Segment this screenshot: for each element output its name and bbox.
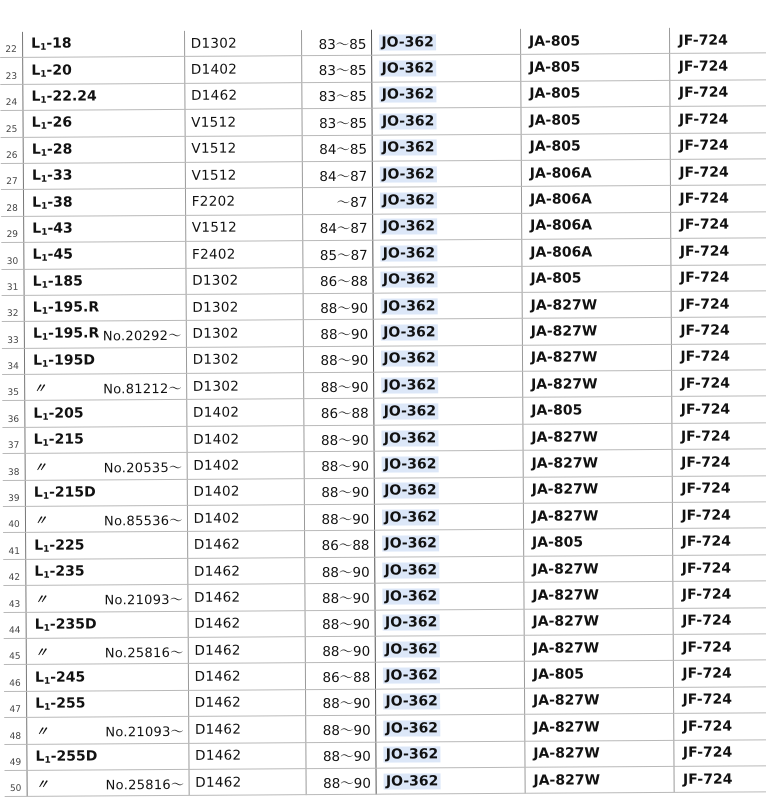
model-label: $L_1-225$ xyxy=(34,537,85,555)
model-cell xyxy=(23,110,185,137)
model-label: $L_1-255$ xyxy=(35,695,86,713)
engine-model: D1462 xyxy=(188,584,306,611)
air-filter-part: JA-806A xyxy=(522,212,672,239)
year-range: 88～90 xyxy=(305,583,375,610)
serial-number: No.21093～ xyxy=(105,725,185,741)
engine-model: D1462 xyxy=(188,610,306,637)
model-cell xyxy=(24,241,186,268)
serial-number: No.81212～ xyxy=(103,381,182,398)
row-number: 25 xyxy=(0,111,23,138)
row-number: 45 xyxy=(4,638,27,665)
year-range: 88～90 xyxy=(304,425,374,452)
oil-filter-part: JO-362 xyxy=(374,451,523,478)
oil-filter-part: JO-362 xyxy=(374,398,523,425)
engine-model: D1462 xyxy=(189,742,307,769)
model-cell xyxy=(25,453,187,480)
model-label: $L_1-245$ xyxy=(34,669,86,687)
oil-filter-part: JO-362 xyxy=(375,503,524,530)
fuel-filter-part: JF-724 xyxy=(672,291,766,318)
row-number: 22 xyxy=(0,32,23,58)
engine-model: F2202 xyxy=(185,188,303,215)
model-cell xyxy=(26,585,188,612)
engine-model: D1302 xyxy=(186,294,304,321)
air-filter-part: JA-827W xyxy=(525,714,675,741)
engine-model: D1462 xyxy=(188,637,306,664)
model-cell xyxy=(25,347,187,374)
year-range: 86～88 xyxy=(303,267,373,294)
engine-model: D1302 xyxy=(184,30,302,57)
row-number: 49 xyxy=(4,744,27,771)
row-number: 40 xyxy=(3,506,26,533)
oil-filter-part: JO-362 xyxy=(373,213,522,240)
air-filter-part: JA-805 xyxy=(522,265,672,292)
air-filter-part: JA-827W xyxy=(524,582,674,609)
air-filter-part: JA-827W xyxy=(522,344,672,371)
year-range: ～87 xyxy=(303,188,373,215)
fuel-filter-part: JF-724 xyxy=(672,317,766,344)
fuel-filter-part: JF-724 xyxy=(671,159,766,186)
row-number: 48 xyxy=(4,718,27,745)
row-number: 43 xyxy=(3,586,26,613)
air-filter-part: JA-805 xyxy=(523,397,673,424)
model-cell xyxy=(26,532,188,559)
serial-number: No.85536～ xyxy=(103,513,183,530)
row-number: 39 xyxy=(3,480,26,507)
engine-model: D1462 xyxy=(187,557,305,584)
engine-model: D1302 xyxy=(186,320,304,347)
year-range: 83～85 xyxy=(302,82,372,109)
air-filter-part: JA-805 xyxy=(521,80,671,107)
oil-filter-part: JO-362 xyxy=(376,741,525,768)
serial-number: No.21093～ xyxy=(104,593,184,609)
fuel-filter-part: JF-724 xyxy=(673,607,766,634)
model-cell xyxy=(23,31,185,58)
model-label: $L_1-195D$ xyxy=(33,352,95,370)
air-filter-part: JA-827W xyxy=(523,423,673,450)
year-range: 86～88 xyxy=(304,399,374,426)
oil-filter-part: JO-362 xyxy=(373,292,522,319)
model-cell xyxy=(27,717,189,744)
year-range: 86～88 xyxy=(305,531,375,558)
fuel-filter-part: JF-724 xyxy=(673,475,766,502)
air-filter-part: JA-805 xyxy=(521,107,671,134)
fuel-filter-part: JF-724 xyxy=(671,211,766,238)
model-label: $L_1-26$ xyxy=(31,114,73,133)
air-filter-part: JA-827W xyxy=(522,370,672,397)
model-cell xyxy=(23,162,185,189)
oil-filter-part: JO-362 xyxy=(373,239,522,266)
model-label: $L_1-195.R$ xyxy=(32,299,100,317)
year-range: 88～90 xyxy=(305,636,375,663)
oil-filter-part: JO-362 xyxy=(374,371,523,398)
oil-filter-part: JO-362 xyxy=(374,345,523,372)
fuel-filter-part: JF-724 xyxy=(674,634,766,661)
model-cell xyxy=(25,505,187,532)
oil-filter-part: JO-362 xyxy=(375,477,524,504)
year-range: 88～90 xyxy=(306,742,376,769)
oil-filter-part: JO-362 xyxy=(376,688,525,715)
engine-model: D1302 xyxy=(186,373,304,400)
engine-model: D1462 xyxy=(188,689,306,716)
fuel-filter-part: JF-724 xyxy=(672,422,766,449)
oil-filter-part: JO-362 xyxy=(373,266,522,293)
oil-filter-part: JO-362 xyxy=(375,583,524,610)
table-row xyxy=(5,766,766,797)
oil-filter-part: JO-362 xyxy=(372,29,521,56)
oil-filter-part: JO-362 xyxy=(376,662,525,689)
year-range: 83～85 xyxy=(302,108,372,135)
model-cell xyxy=(23,136,185,163)
year-range: 88～90 xyxy=(303,320,373,347)
ditto-mark: 〃 xyxy=(35,725,49,741)
fuel-filter-part: JF-724 xyxy=(670,27,766,54)
year-range: 88～90 xyxy=(304,346,374,373)
model-label: $L_1-215$ xyxy=(33,431,84,449)
air-filter-part: JA-827W xyxy=(525,740,675,767)
year-range: 84～87 xyxy=(303,214,373,241)
fuel-filter-part: JF-724 xyxy=(673,449,766,476)
row-number: 27 xyxy=(1,163,24,190)
engine-model: D1302 xyxy=(186,267,304,294)
engine-model: V1512 xyxy=(185,135,303,162)
air-filter-part: JA-827W xyxy=(523,476,673,503)
oil-filter-part: JO-362 xyxy=(375,530,524,557)
air-filter-part: JA-805 xyxy=(520,28,670,55)
year-range: 88～90 xyxy=(305,557,375,584)
model-cell xyxy=(26,664,188,691)
fuel-filter-part: JF-724 xyxy=(673,528,766,555)
engine-model: D1462 xyxy=(189,769,307,796)
fuel-filter-part: JF-724 xyxy=(670,79,766,106)
fuel-filter-part: JF-724 xyxy=(672,370,766,397)
fuel-filter-part: JF-724 xyxy=(674,660,766,687)
model-label: $L_1-195.R$ xyxy=(32,325,100,344)
air-filter-part: JA-806A xyxy=(521,159,671,186)
row-number: 33 xyxy=(2,322,25,349)
model-label: $L_1-38$ xyxy=(32,194,73,212)
year-range: 88～90 xyxy=(304,451,374,478)
fuel-filter-part: JF-724 xyxy=(674,713,766,740)
air-filter-part: JA-827W xyxy=(524,634,674,661)
year-range: 84～87 xyxy=(302,161,372,188)
fuel-filter-part: JF-724 xyxy=(673,581,766,608)
year-range: 84～85 xyxy=(302,135,372,162)
row-number: 31 xyxy=(1,269,24,296)
serial-number: No.20535～ xyxy=(103,461,183,477)
model-label: $L_1-215D$ xyxy=(33,484,96,502)
air-filter-part: JA-805 xyxy=(524,661,674,688)
oil-filter-part: JO-362 xyxy=(376,767,525,794)
row-number: 42 xyxy=(3,559,26,586)
oil-filter-part: JO-362 xyxy=(373,160,522,187)
fuel-filter-part: JF-724 xyxy=(671,185,766,212)
air-filter-part: JA-805 xyxy=(523,529,673,556)
fuel-filter-part: JF-724 xyxy=(673,554,766,581)
row-number: 41 xyxy=(3,533,26,560)
ditto-mark: 〃 xyxy=(34,593,48,609)
oil-filter-part: JO-362 xyxy=(372,134,521,161)
engine-model: F2402 xyxy=(185,241,303,268)
oil-filter-part: JO-362 xyxy=(376,635,525,662)
model-cell xyxy=(26,611,188,638)
model-cell xyxy=(27,690,189,717)
row-number: 47 xyxy=(4,691,27,718)
air-filter-part: JA-827W xyxy=(525,766,675,793)
engine-model: V1512 xyxy=(185,214,303,241)
row-number: 46 xyxy=(4,665,27,692)
engine-model: D1302 xyxy=(186,346,304,373)
model-label: $L_1-18$ xyxy=(31,35,72,53)
ditto-mark: 〃 xyxy=(33,381,47,398)
fuel-filter-part: JF-724 xyxy=(674,739,766,766)
model-label: $L_1-185$ xyxy=(32,273,83,291)
engine-model: D1462 xyxy=(184,82,302,109)
model-cell xyxy=(23,57,185,84)
engine-model: D1402 xyxy=(187,452,305,479)
model-label: $L_1-28$ xyxy=(31,141,73,159)
model-cell xyxy=(24,189,186,216)
year-range: 88～90 xyxy=(304,478,374,505)
air-filter-part: JA-806A xyxy=(521,186,671,213)
row-number: 44 xyxy=(4,612,27,639)
model-label: $L_1-235$ xyxy=(34,563,85,581)
year-range: 83～85 xyxy=(302,56,372,83)
model-label: $L_1-43$ xyxy=(32,220,73,238)
model-cell xyxy=(26,637,188,664)
year-range: 88～90 xyxy=(306,715,376,742)
model-label: $L_1-255D$ xyxy=(35,748,98,766)
air-filter-part: JA-805 xyxy=(521,54,671,81)
model-label: $L_1-45$ xyxy=(32,246,73,265)
fuel-filter-part: JF-724 xyxy=(670,106,766,133)
row-number: 37 xyxy=(2,427,25,454)
year-range: 85～87 xyxy=(303,240,373,267)
row-number: 30 xyxy=(1,242,24,269)
engine-model: D1402 xyxy=(187,478,305,505)
ditto-mark: 〃 xyxy=(33,461,47,477)
air-filter-part: JA-827W xyxy=(524,555,674,582)
serial-number: No.25816～ xyxy=(105,777,185,794)
fuel-filter-part: JF-724 xyxy=(674,686,766,713)
model-cell xyxy=(24,294,186,321)
oil-filter-part: JO-362 xyxy=(373,187,522,214)
row-number: 26 xyxy=(1,137,24,164)
engine-model: D1402 xyxy=(187,505,305,532)
model-cell xyxy=(25,426,187,453)
engine-model: D1402 xyxy=(186,399,304,426)
model-cell xyxy=(24,268,186,295)
model-cell xyxy=(24,215,186,242)
row-number: 35 xyxy=(2,374,25,401)
model-label: $L_1-235D$ xyxy=(34,616,97,634)
air-filter-part: JA-827W xyxy=(523,502,673,529)
fuel-filter-part: JF-724 xyxy=(671,264,766,291)
model-cell xyxy=(23,83,185,110)
ditto-mark: 〃 xyxy=(35,777,49,793)
fuel-filter-part: JF-724 xyxy=(670,53,766,80)
engine-model: D1402 xyxy=(187,426,305,453)
serial-number: No.20292～ xyxy=(102,329,182,345)
model-label: $L_1-22.24$ xyxy=(31,88,97,106)
year-range: 86～88 xyxy=(305,663,375,690)
fuel-filter-part: JF-724 xyxy=(672,396,766,423)
row-number: 36 xyxy=(2,401,25,428)
model-cell xyxy=(25,373,187,400)
model-label: $L_1-33$ xyxy=(31,167,73,185)
air-filter-part: JA-827W xyxy=(522,318,672,345)
year-range: 88～90 xyxy=(305,504,375,531)
air-filter-part: JA-827W xyxy=(524,687,674,714)
year-range: 83～85 xyxy=(302,30,372,56)
fuel-filter-part: JF-724 xyxy=(673,502,766,529)
row-number: 50 xyxy=(5,770,28,797)
parts-table-sheet xyxy=(0,27,766,797)
fuel-filter-part: JF-724 xyxy=(672,343,766,370)
engine-model: V1512 xyxy=(185,162,303,189)
fuel-filter-part: JF-724 xyxy=(671,238,766,265)
oil-filter-part: JO-362 xyxy=(372,107,521,134)
engine-model: D1462 xyxy=(187,531,305,558)
engine-model: D1402 xyxy=(184,56,302,83)
engine-model: V1512 xyxy=(185,109,303,136)
serial-number: No.25816～ xyxy=(104,645,184,662)
row-number: 23 xyxy=(0,58,23,85)
model-cell xyxy=(25,400,187,427)
model-cell xyxy=(24,321,186,348)
oil-filter-part: JO-362 xyxy=(375,556,524,583)
oil-filter-part: JO-362 xyxy=(372,55,521,82)
row-number: 29 xyxy=(1,216,24,243)
engine-model: D1462 xyxy=(188,663,306,690)
air-filter-part: JA-827W xyxy=(524,608,674,635)
fuel-filter-part: JF-724 xyxy=(671,132,766,159)
model-label: $L_1-20$ xyxy=(31,62,72,80)
year-range: 88～90 xyxy=(306,768,376,795)
ditto-mark: 〃 xyxy=(34,645,48,661)
model-label: $L_1-205$ xyxy=(33,405,84,423)
air-filter-part: JA-827W xyxy=(523,450,673,477)
oil-filter-part: JO-362 xyxy=(374,319,523,346)
parts-compatibility-table xyxy=(0,27,766,797)
model-cell xyxy=(27,769,189,796)
oil-filter-part: JO-362 xyxy=(375,609,524,636)
table-body xyxy=(0,27,766,797)
model-cell xyxy=(25,479,187,506)
year-range: 88～90 xyxy=(304,372,374,399)
air-filter-part: JA-827W xyxy=(522,291,672,318)
model-cell xyxy=(26,558,188,585)
row-number: 32 xyxy=(2,295,25,322)
row-number: 24 xyxy=(0,84,23,111)
oil-filter-part: JO-362 xyxy=(376,714,525,741)
row-number: 34 xyxy=(2,348,25,375)
air-filter-part: JA-806A xyxy=(522,239,672,266)
year-range: 88～90 xyxy=(305,610,375,637)
oil-filter-part: JO-362 xyxy=(372,81,521,108)
oil-filter-part: JO-362 xyxy=(374,424,523,451)
fuel-filter-part: JF-724 xyxy=(674,766,766,793)
engine-model: D1462 xyxy=(188,716,306,743)
year-range: 88～90 xyxy=(306,689,376,716)
row-number: 38 xyxy=(3,454,26,481)
ditto-mark: 〃 xyxy=(34,513,48,530)
year-range: 88～90 xyxy=(303,293,373,320)
model-cell xyxy=(27,743,189,770)
row-number: 28 xyxy=(1,190,24,217)
air-filter-part: JA-805 xyxy=(521,133,671,160)
